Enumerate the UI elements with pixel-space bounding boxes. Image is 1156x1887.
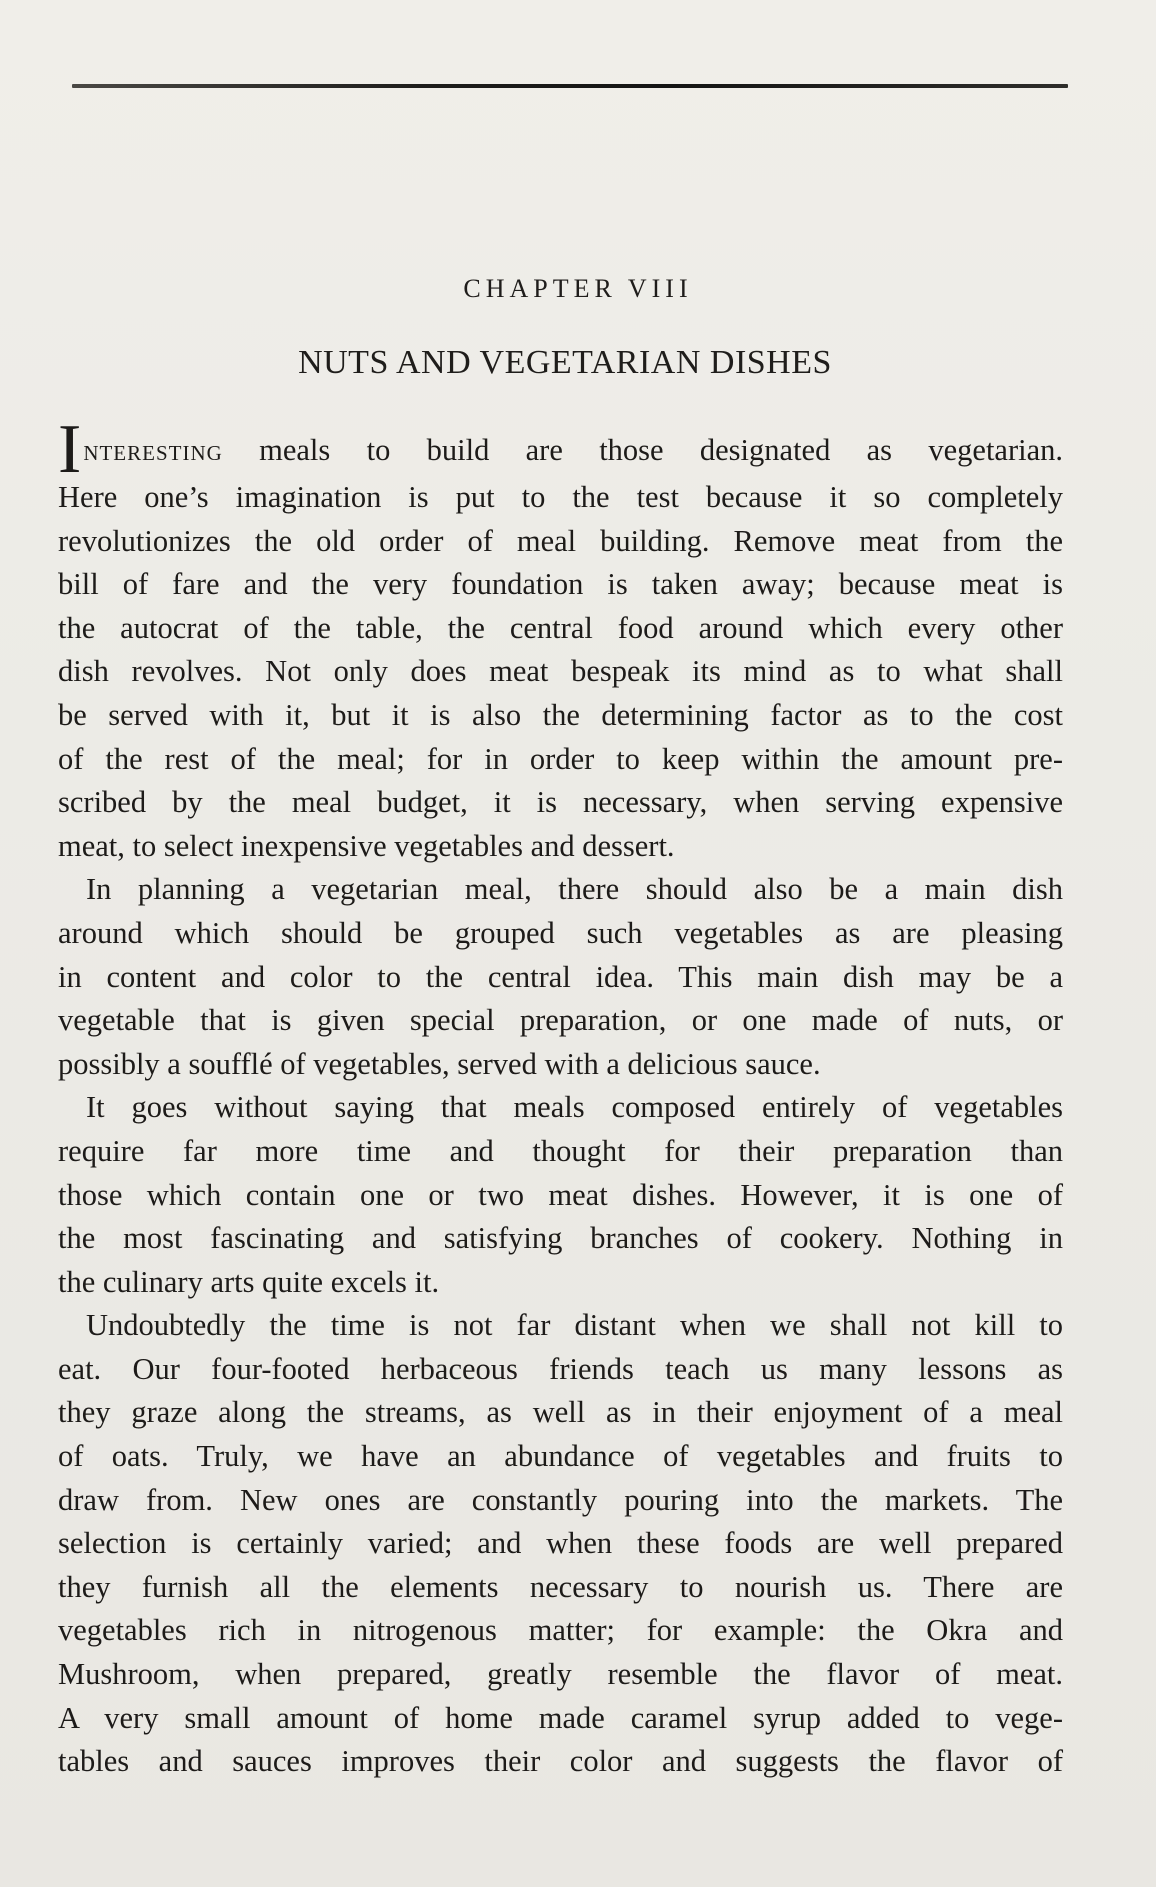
chapter-label: CHAPTER VIII bbox=[463, 274, 693, 303]
header-rule bbox=[72, 84, 1068, 88]
text-line bbox=[58, 411, 1063, 488]
text-line: It goes without saying that meals composed entirely of vegetables bbox=[86, 1090, 1063, 1125]
text-line: tables and sauces improves their color and suggests the flavor of bbox=[58, 1744, 1063, 1779]
text-line: vegetables rich in nitrogenous matter; for example: the Okra and bbox=[58, 1613, 1063, 1648]
text-line: possibly a soufflé of vegetables, served with a delicious sauce. bbox=[58, 1046, 821, 1081]
text-line: scribed by the meal budget, it is necessary, when serving expensive bbox=[58, 785, 1063, 820]
text-line: in content and color to the central idea. This main dish may be a bbox=[58, 959, 1063, 994]
text-line: be served with it, but it is also the determining factor as to the cost bbox=[58, 697, 1063, 732]
text-line: In planning a vegetarian meal, there should also be a main dish bbox=[86, 872, 1063, 907]
text-line: they graze along the streams, as well as in their enjoyment of a meal bbox=[58, 1395, 1063, 1430]
text-line: revolutionizes the old order of meal building. Remove meat from the bbox=[58, 523, 1063, 558]
text-line: selection is certainly varied; and when these foods are well prepared bbox=[58, 1526, 1063, 1561]
text-line: bill of fare and the very foundation is taken away; because meat is bbox=[58, 567, 1063, 602]
text-line: those which contain one or two meat dishes. However, it is one of bbox=[58, 1177, 1063, 1212]
text-line: around which should be grouped such vegetables as are pleasing bbox=[58, 915, 1063, 950]
text-line: vegetable that is given special preparation, or one made of nuts, or bbox=[58, 1003, 1063, 1038]
text-line: meat, to select inexpensive vegetables and dessert. bbox=[58, 828, 675, 863]
text-line: Mushroom, when prepared, greatly resemble the flavor of meat. bbox=[58, 1657, 1063, 1692]
text-line: the culinary arts quite excels it. bbox=[58, 1264, 440, 1299]
text-line: Here one’s imagination is put to the test because it so completely bbox=[58, 480, 1063, 514]
drop-cap: I bbox=[58, 411, 82, 488]
text-line: draw from. New ones are constantly pouring into the markets. The bbox=[58, 1482, 1063, 1517]
text-line-content: meals to build are those designated as vegetarian. bbox=[222, 433, 1063, 467]
body-text bbox=[58, 411, 1063, 1784]
text-line: A very small amount of home made caramel syrup added to vege- bbox=[58, 1700, 1063, 1735]
text-line: of the rest of the meal; for in order to keep within the amount pre- bbox=[58, 741, 1063, 776]
text-line: they furnish all the elements necessary to nourish us. There are bbox=[58, 1569, 1063, 1604]
chapter-title: NUTS AND VEGETARIAN DISHES bbox=[298, 344, 832, 381]
text-line: eat. Our four-footed herbaceous friends teach us many lessons as bbox=[58, 1351, 1063, 1386]
text-line: Undoubtedly the time is not far distant when we shall not kill to bbox=[86, 1308, 1063, 1343]
text-line: of oats. Truly, we have an abundance of vegetables and fruits to bbox=[58, 1439, 1063, 1474]
text-line: require far more time and thought for their preparation than bbox=[58, 1133, 1063, 1168]
small-caps-word: nteresting bbox=[83, 434, 223, 467]
text-line: dish revolves. Not only does meat bespeak its mind as to what shall bbox=[58, 654, 1063, 689]
text-line: the most fascinating and satisfying branches of cookery. Nothing in bbox=[58, 1221, 1063, 1256]
text-line: the autocrat of the table, the central food around which every other bbox=[58, 610, 1063, 645]
